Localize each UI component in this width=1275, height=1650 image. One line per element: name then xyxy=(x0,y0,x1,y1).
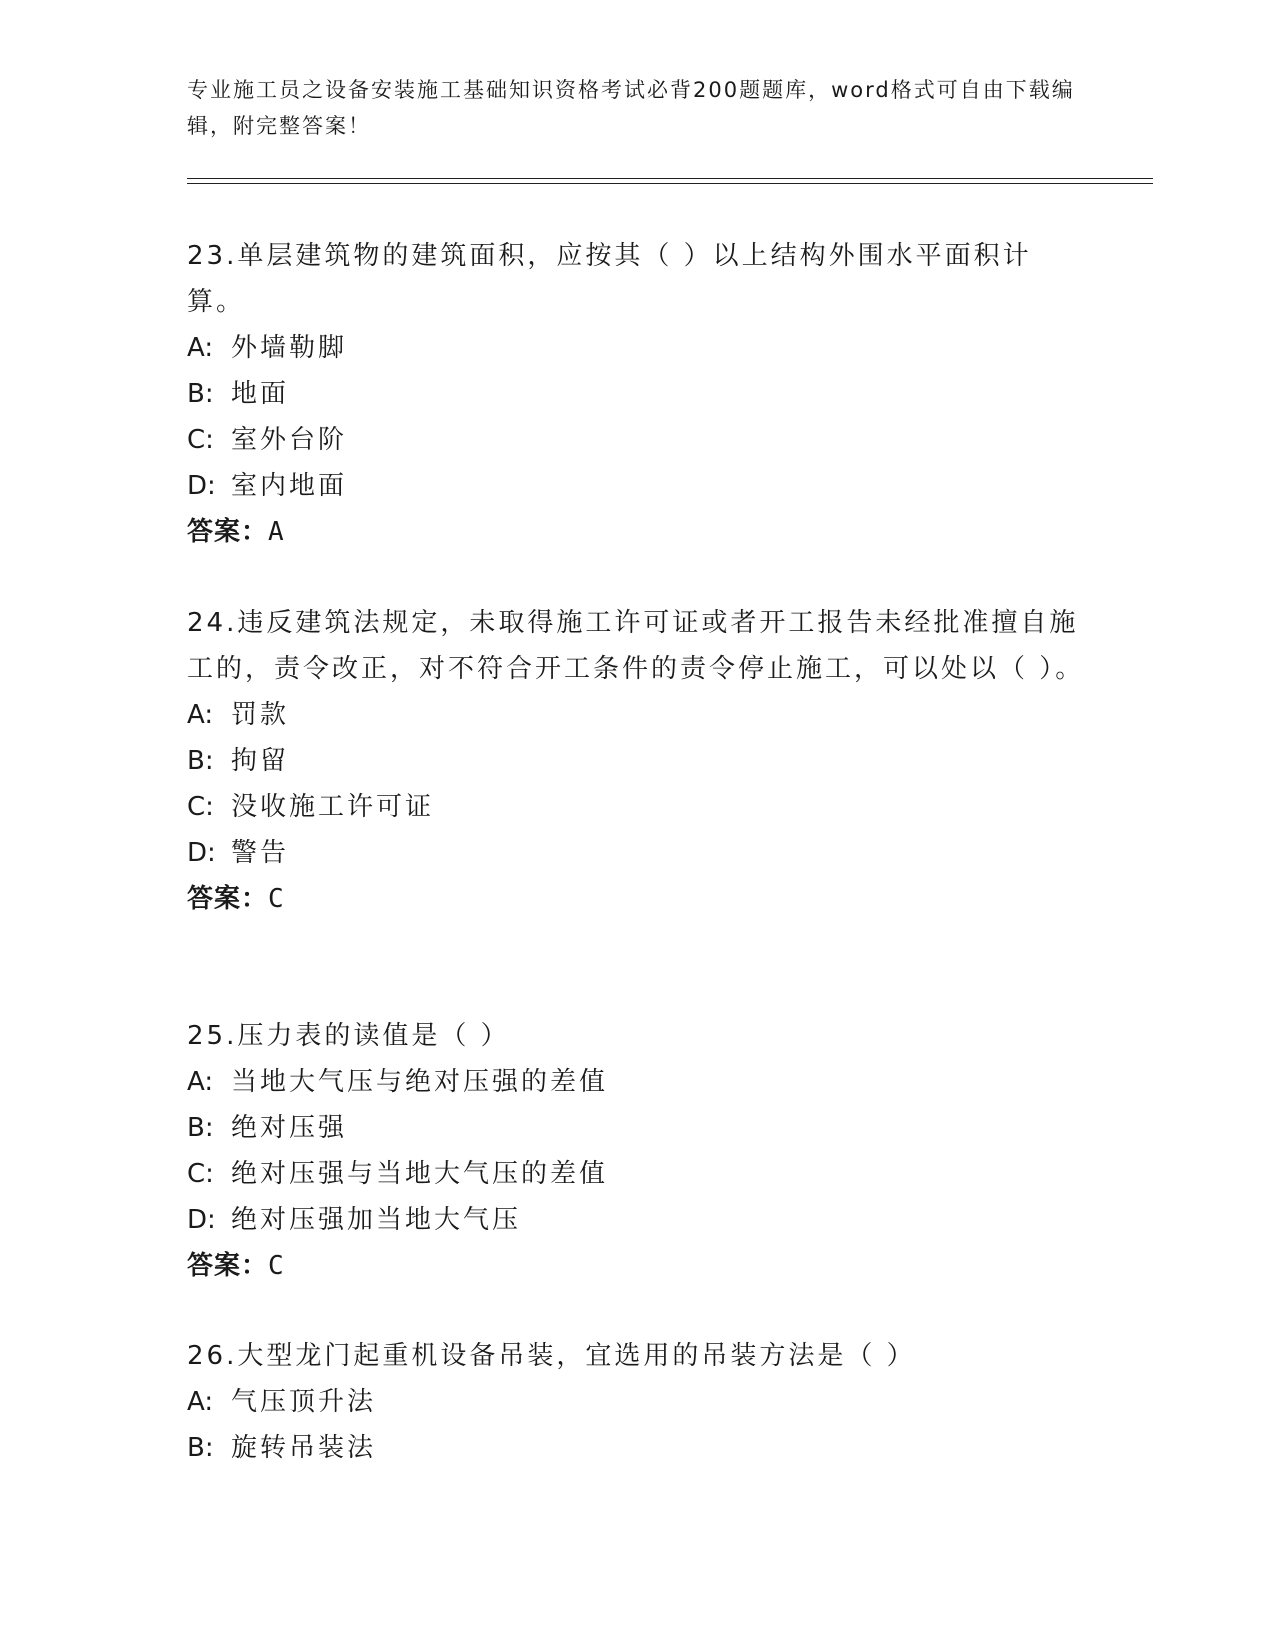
header-title: 专业施工员之设备安装施工基础知识资格考试必背200题题库，word格式可自由下载编辑，附完整答案！ xyxy=(187,78,1075,138)
option-d xyxy=(187,830,1087,876)
option-letter: A: xyxy=(187,333,214,363)
question-25 xyxy=(187,1013,1087,1289)
question-26 xyxy=(187,1333,1087,1471)
answer-line xyxy=(187,876,1087,922)
option-a xyxy=(187,1059,1087,1105)
option-text: 警告 xyxy=(231,838,290,868)
option-text: 地面 xyxy=(231,379,290,409)
option-a xyxy=(187,692,1087,738)
option-text: 气压顶升法 xyxy=(231,1387,377,1417)
option-b xyxy=(187,371,1087,417)
option-text: 没收施工许可证 xyxy=(231,792,435,822)
option-text: 绝对压强加当地大气压 xyxy=(231,1205,522,1235)
option-letter: B: xyxy=(187,1433,214,1463)
option-letter: C: xyxy=(187,425,214,455)
option-b xyxy=(187,1105,1087,1151)
question-stem: 24.违反建筑法规定，未取得施工许可证或者开工报告未经批准擅自施工的，责令改正，对不符合开工条件的责令停止施工，可以处以（ ）。 xyxy=(187,608,1085,684)
document-header xyxy=(187,72,1087,144)
answer-line xyxy=(187,1243,1087,1289)
answer-label: 答案： xyxy=(187,884,269,914)
option-b xyxy=(187,1425,1087,1471)
header-rule-top xyxy=(187,178,1153,179)
option-letter: D: xyxy=(187,838,216,868)
option-a xyxy=(187,325,1087,371)
question-24 xyxy=(187,600,1087,922)
answer-value: A xyxy=(268,517,285,547)
option-b xyxy=(187,738,1087,784)
answer-value: C xyxy=(268,884,285,914)
question-stem: 26.大型龙门起重机设备吊装，宜选用的吊装方法是（ ） xyxy=(187,1341,916,1371)
option-letter: D: xyxy=(187,471,216,501)
option-text: 绝对压强与当地大气压的差值 xyxy=(231,1159,609,1189)
answer-line xyxy=(187,509,1087,555)
option-text: 室内地面 xyxy=(231,471,348,501)
answer-label: 答案： xyxy=(187,1251,269,1281)
option-letter: A: xyxy=(187,1067,214,1097)
option-a xyxy=(187,1379,1087,1425)
option-text: 当地大气压与绝对压强的差值 xyxy=(231,1067,609,1097)
question-stem: 25.压力表的读值是（ ） xyxy=(187,1021,510,1051)
answer-value: C xyxy=(268,1251,285,1281)
option-d xyxy=(187,463,1087,509)
option-letter: A: xyxy=(187,1387,214,1417)
answer-label: 答案： xyxy=(187,517,269,547)
header-rule-bottom xyxy=(187,183,1153,184)
option-c xyxy=(187,784,1087,830)
question-23 xyxy=(187,233,1087,555)
option-text: 罚款 xyxy=(231,700,290,730)
option-c xyxy=(187,417,1087,463)
option-letter: A: xyxy=(187,700,214,730)
option-letter: D: xyxy=(187,1205,216,1235)
option-letter: B: xyxy=(187,746,214,776)
option-text: 室外台阶 xyxy=(231,425,348,455)
question-stem: 23.单层建筑物的建筑面积，应按其（ ）以上结构外围水平面积计算。 xyxy=(187,241,1032,317)
option-letter: C: xyxy=(187,792,214,822)
option-letter: C: xyxy=(187,1159,214,1189)
option-letter: B: xyxy=(187,379,214,409)
option-d xyxy=(187,1197,1087,1243)
option-c xyxy=(187,1151,1087,1197)
option-text: 拘留 xyxy=(231,746,290,776)
option-text: 旋转吊装法 xyxy=(231,1433,377,1463)
option-text: 外墙勒脚 xyxy=(231,333,348,363)
option-text: 绝对压强 xyxy=(231,1113,348,1143)
option-letter: B: xyxy=(187,1113,214,1143)
